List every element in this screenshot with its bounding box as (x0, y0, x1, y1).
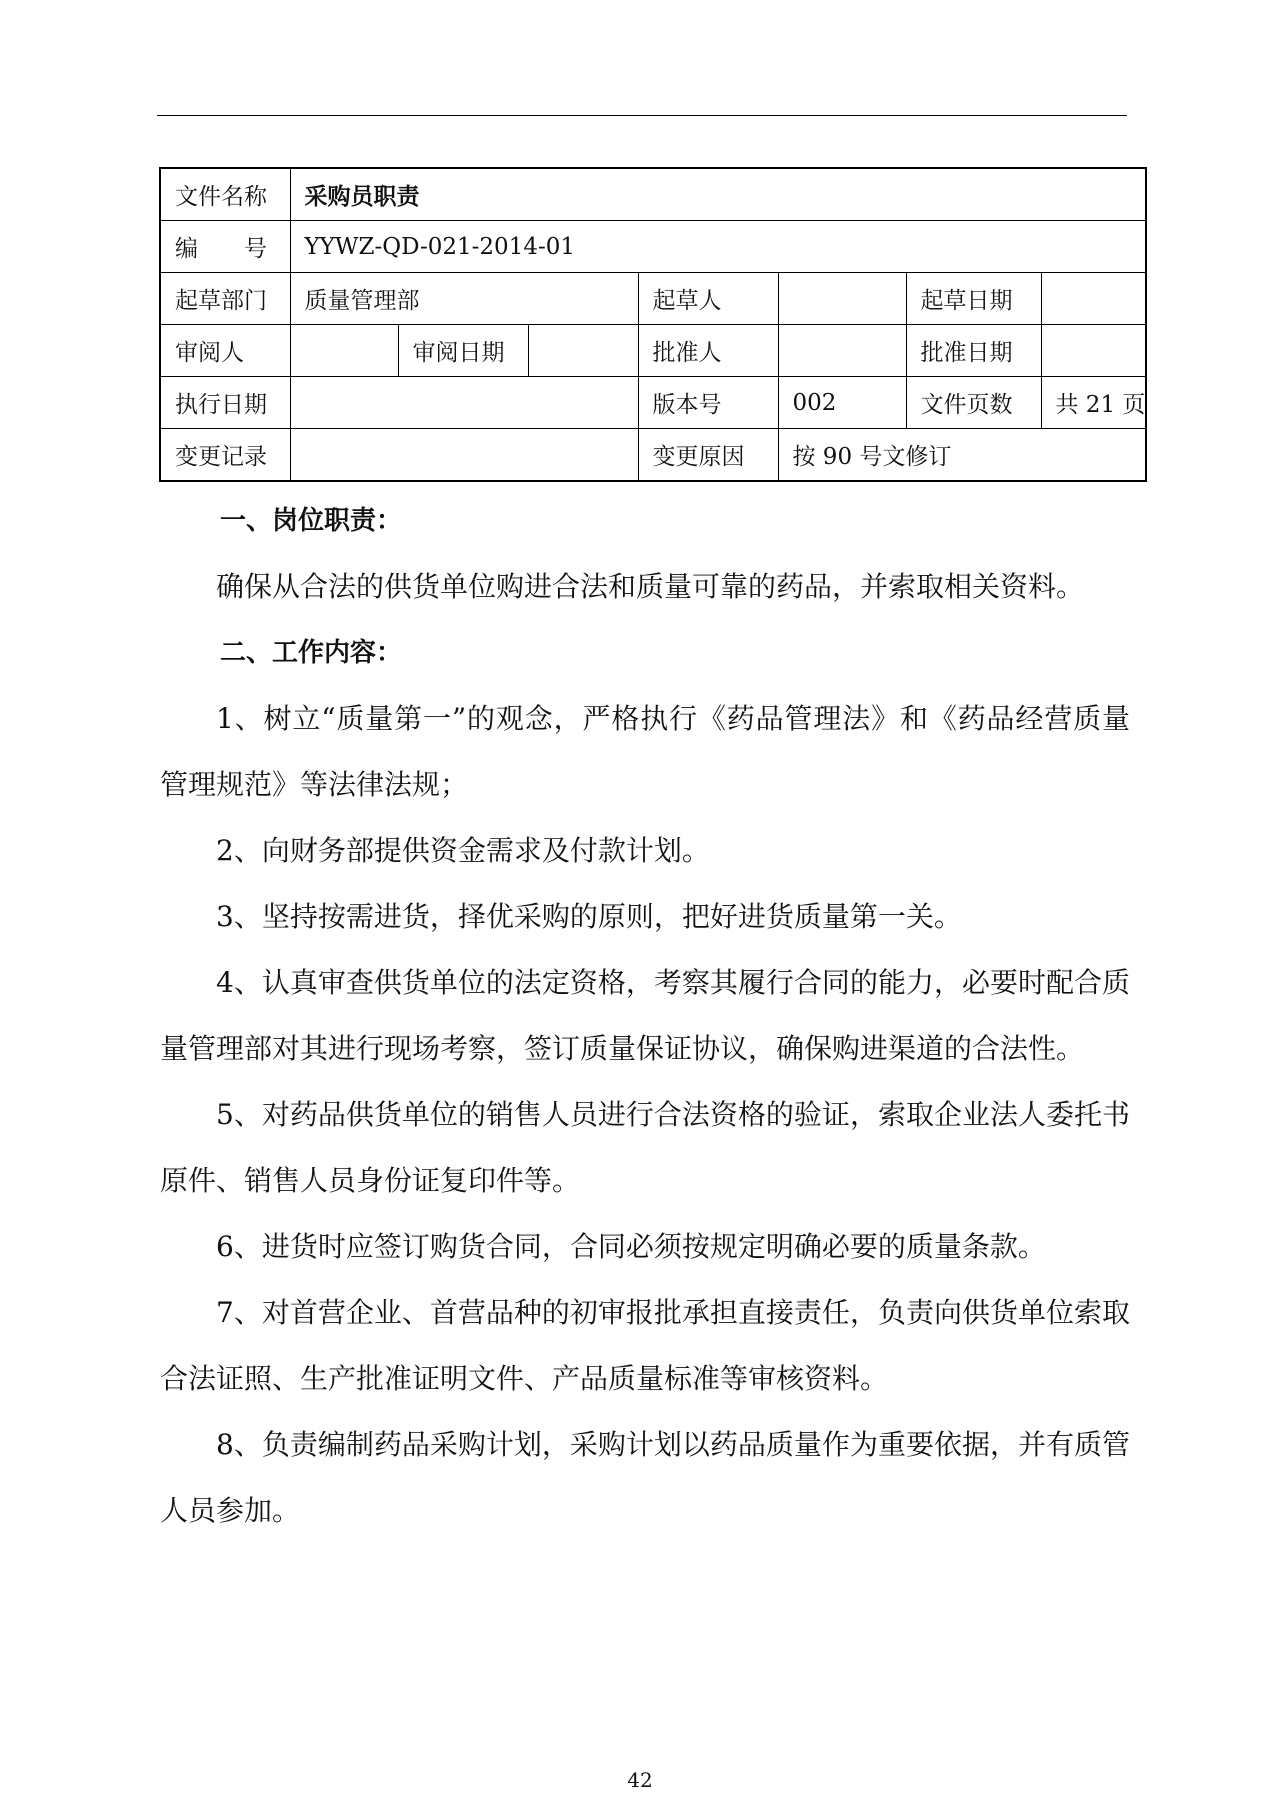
document-body (160, 488, 1130, 1544)
list-item: 3、坚持按需进货，择优采购的原则，把好进货质量第一关。 (216, 900, 962, 933)
list-item: 7、对首营企业、首营品种的初审报批承担直接责任，负责向供货单位索取合法证照、生产批准证明文件、产品质量标准等审核资料。 (160, 1296, 1130, 1395)
section-heading: 二、工作内容： (220, 638, 403, 668)
list-item: 6、进货时应签订购货合同，合同必须按规定明确必要的质量条款。 (216, 1230, 1046, 1263)
label-drafter: 起草人 (638, 273, 778, 325)
value-draft-dept: 质量管理部 (290, 273, 638, 325)
label-draft-dept: 起草部门 (160, 273, 290, 325)
label-reviewer: 审阅人 (160, 325, 290, 377)
list-item: 4、认真审查供货单位的法定资格，考察其履行合同的能力，必要时配合质量管理部对其进行现场考察，签订质量保证协议，确保购进渠道的合法性。 (160, 966, 1130, 1065)
label-draft-date: 起草日期 (906, 273, 1041, 325)
list-item: 2、向财务部提供资金需求及付款计划。 (216, 834, 710, 867)
label-change-record: 变更记录 (160, 429, 290, 482)
list-item: 5、对药品供货单位的销售人员进行合法资格的验证，索取企业法人委托书原件、销售人员身份证复印件等。 (160, 1098, 1130, 1197)
table-row (160, 221, 1146, 273)
label-version: 版本号 (638, 377, 778, 429)
value-change-record (290, 429, 638, 482)
value-version: 002 (778, 377, 906, 429)
value-drafter (778, 273, 906, 325)
value-review-date (528, 325, 638, 377)
table-row (160, 429, 1146, 482)
label-doc-number: 编 号 (160, 221, 290, 273)
list-item: 1、树立“质量第一”的观念，严格执行《药品管理法》和《药品经营质量管理规范》等法律法规； (160, 702, 1130, 801)
list-item: 8、负责编制药品采购计划，采购计划以药品质量作为重要依据，并有质管人员参加。 (160, 1428, 1130, 1527)
value-approve-date (1041, 325, 1146, 377)
label-effective-date: 执行日期 (160, 377, 290, 429)
label-change-reason: 变更原因 (638, 429, 778, 482)
value-approver (778, 325, 906, 377)
value-effective-date (290, 377, 638, 429)
section-heading: 一、岗位职责： (220, 506, 403, 536)
value-page-count: 共 21 页 (1041, 377, 1146, 429)
label-review-date: 审阅日期 (398, 325, 528, 377)
document-info-table (159, 167, 1147, 482)
label-approve-date: 批准日期 (906, 325, 1041, 377)
value-draft-date (1041, 273, 1146, 325)
value-change-reason: 按 90 号文修订 (778, 429, 1146, 482)
table-row (160, 325, 1146, 377)
label-approver: 批准人 (638, 325, 778, 377)
label-doc-name: 文件名称 (160, 168, 290, 221)
page-number: 42 (627, 1768, 653, 1792)
table-row (160, 377, 1146, 429)
value-doc-number: YYWZ-QD-021-2014-01 (290, 221, 1146, 273)
value-reviewer (290, 325, 398, 377)
table-row (160, 168, 1146, 221)
paragraph: 确保从合法的供货单位购进合法和质量可靠的药品，并索取相关资料。 (216, 570, 1085, 603)
table-row (160, 273, 1146, 325)
label-page-count: 文件页数 (906, 377, 1041, 429)
header-rule (157, 115, 1127, 116)
value-doc-name: 采购员职责 (290, 168, 1146, 221)
